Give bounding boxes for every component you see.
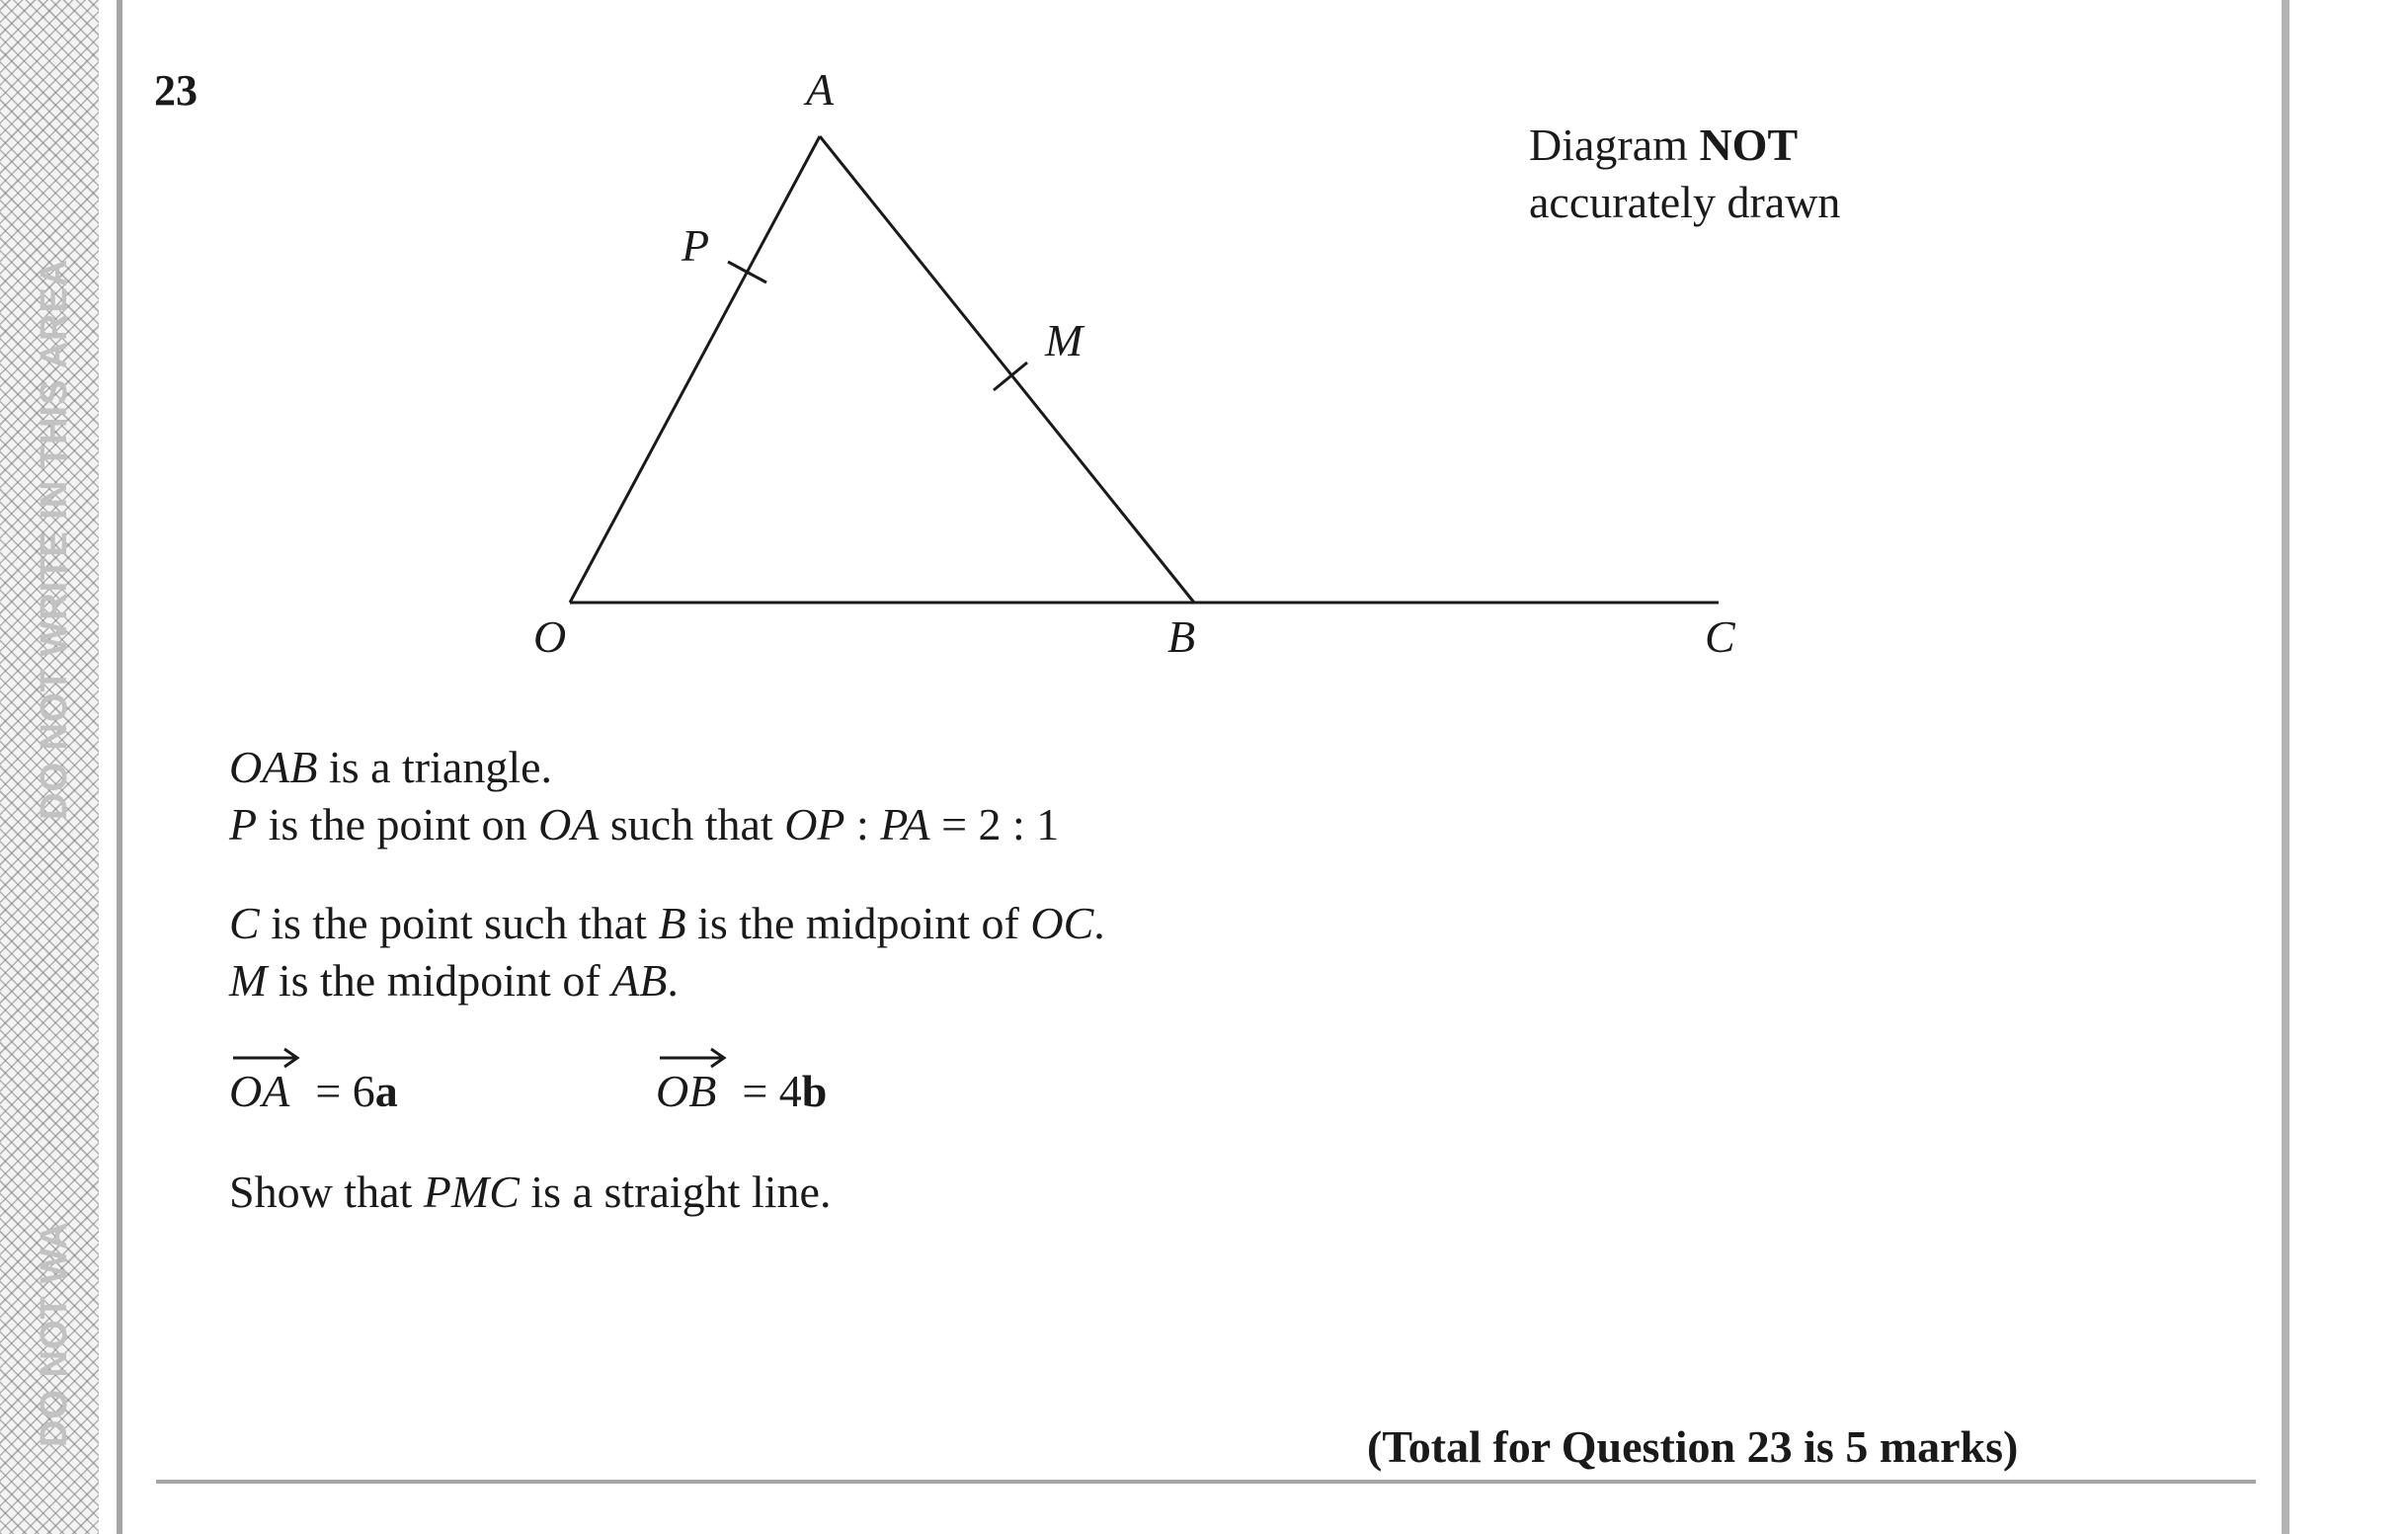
side-AB [820, 136, 1194, 603]
vector-name [656, 1065, 716, 1117]
text: is a straight line. [519, 1167, 832, 1217]
diagram-note-not: NOT [1699, 120, 1799, 170]
vector-OB [656, 1065, 827, 1117]
question-paragraph-1 [229, 739, 1059, 853]
text: is the midpoint of [267, 955, 612, 1006]
total-marks: (Total for Question 23 is 5 marks) [1367, 1421, 2019, 1472]
vertex-label-B: B [1167, 611, 1196, 662]
question-instruction [229, 1166, 831, 1218]
point-label-C: C [1705, 611, 1735, 662]
text: is a triangle. [317, 742, 553, 792]
diagram-note-text: Diagram [1529, 120, 1700, 170]
tick-P [728, 262, 766, 283]
text: Show that [229, 1167, 424, 1217]
text: : [844, 799, 881, 849]
margin-warning-text-truncated: DO NOT WA [34, 1221, 75, 1447]
bottom-rule [156, 1480, 2256, 1484]
side-OA [570, 136, 820, 603]
text: such that [599, 799, 785, 849]
text: is the point on [257, 799, 539, 849]
vector-label: OA [229, 1066, 290, 1116]
vector-arrow-icon [231, 1047, 300, 1069]
margin-warning-text: DO NOT WRITE IN THIS AREA [34, 258, 75, 820]
text-M: M [229, 955, 268, 1006]
text: . [1093, 898, 1105, 948]
text-AB: AB [611, 955, 668, 1006]
diagram-note-text-2: accurately drawn [1529, 177, 1841, 227]
vector-bold-b: b [801, 1066, 828, 1116]
text-OC: OC [1030, 898, 1094, 948]
question-paragraph-2 [229, 895, 1105, 1009]
text-B: B [658, 898, 686, 948]
vector-OA [229, 1065, 398, 1117]
text: is the point such that [259, 898, 659, 948]
vector-bold-a: a [374, 1066, 398, 1116]
text-C: C [229, 898, 260, 948]
text-P: P [229, 799, 258, 849]
text-PA: PA [880, 799, 930, 849]
vertex-label-O: O [533, 611, 567, 662]
point-label-M: M [1045, 315, 1084, 365]
vector-equals: = 4 [742, 1066, 802, 1116]
vector-arrow-icon [658, 1047, 727, 1069]
vector-equals: = 6 [315, 1066, 375, 1116]
vector-name [229, 1065, 289, 1117]
vector-label: OB [656, 1066, 717, 1116]
text: . [667, 955, 679, 1006]
text-OA: OA [538, 799, 600, 849]
text-OP: OP [784, 799, 845, 849]
point-label-P: P [682, 220, 710, 271]
text-OAB: OAB [229, 742, 318, 792]
question-number: 23 [154, 66, 198, 115]
vertex-label-A: A [806, 64, 835, 115]
ratio-text: = 2 : 1 [929, 799, 1060, 849]
text-PMC: PMC [423, 1167, 520, 1217]
text: is the midpoint of [685, 898, 1031, 948]
